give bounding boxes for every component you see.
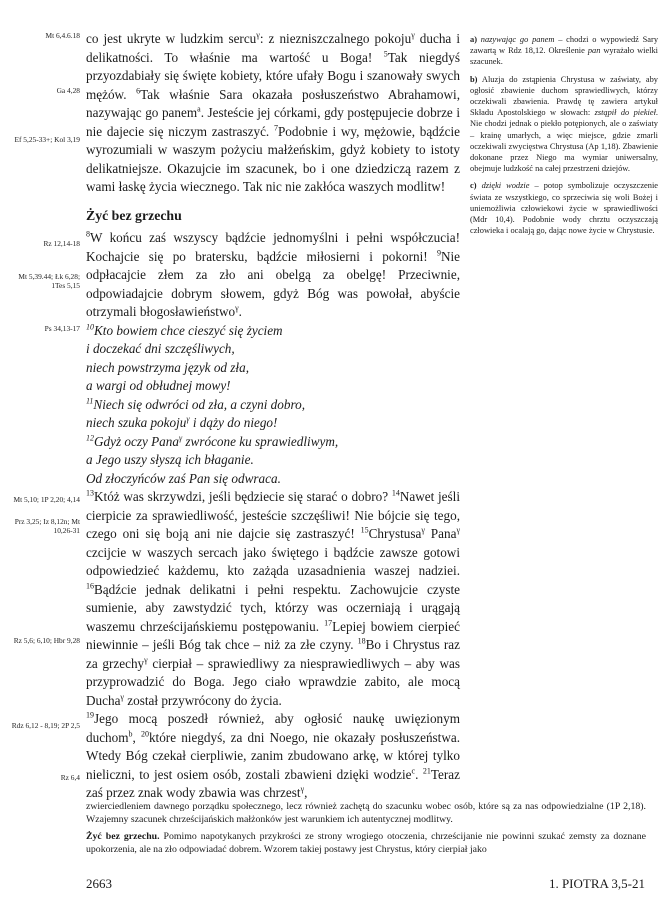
- verse-number: 14: [391, 488, 400, 498]
- poem-quote: [86, 322, 460, 489]
- verse-number: 15: [360, 525, 369, 535]
- verse-number: 18: [357, 636, 366, 646]
- main-text-column: [86, 30, 460, 803]
- verse-number: 9: [436, 248, 441, 258]
- commentary-continuation: zwierciedleniem dawnego porządku społecznego, lecz również zachętą do szacunku wobec osób, które są za nas odpowiedzialne (1P 2,18). Wzajemny szacunek chrześcijańskich małżonków jest warunkiem ich autentycznej modlitwy.: [86, 801, 646, 825]
- verse-number: 11: [86, 396, 94, 406]
- verse-number: 17: [324, 618, 333, 628]
- commentary-heading: Żyć bez grzechu.: [86, 831, 160, 842]
- poem-line: $^{12}$Gdyż oczy Pana$^\gamma$ zwrócone ku sprawiedliwym,: [86, 433, 339, 449]
- margin-ref: Mt 5,39.44; Łk 6,28; 1Tes 5,15: [18, 272, 80, 290]
- poem-line: $^{11}$Niech się odwróci od zła, a czyni dobro,: [86, 396, 305, 412]
- commentary-paragraph: Żyć bez grzechu. Pomimo napotykanych przykrości ze strony wrogiego otoczenia, chrześcijanie nie powinni szukać zemsty za doznane upokorzenia, ale na zło odpowiadać dobrem. Wzorem takiej postawy jest Chrystus, który cierpiał jako: [86, 831, 647, 855]
- footnotes-column: [470, 34, 658, 242]
- paragraph: co jest ukryte w ludzkim sercu$^\gamma$: z niezniszczalnego pokoju$^\gamma$ ducha i delikatności. To właśnie ma wartość u Boga! $^5$Tak niegdyś przyozdabiały się święte kobiety, które ufały Bogu i szanowały swych mężów. $^6$Tak właśnie Sara okazała posłuszeństwo Abrahamowi, nazywając go panem$^a$. Jesteście jej córkami, gdy postępujecie dobrze i nie dajecie się niczym zastraszyć. $^7$Podobnie i wy, mężowie, bądźcie wyrozumiali w waszym pożyciu małżeńskim, gdyż kobiety to istoty delikatniejsze. Okazujcie im szacunek, bo i one dziedziczą razem z wami łaskę życia wiecznego. Tak nic nie zakłóca waszych modlitw!: [86, 30, 461, 194]
- margin-ref: Mt 6,4.6.18: [45, 31, 80, 40]
- poem-line: $^{10}$Kto bowiem chce cieszyć się życiem: [86, 322, 283, 338]
- margin-ref: Ps 34,13-17: [44, 324, 80, 333]
- verse-number: 5: [383, 49, 388, 59]
- margin-ref: Rz 6,4: [60, 773, 80, 782]
- verse-number: 21: [422, 766, 431, 776]
- section-heading: Żyć bez grzechu: [86, 207, 182, 223]
- footnote-c: c) dzięki wodzie – potop symbolizuje oczyszczenie świata ze wszystkiego, co sprzeciwia się woli Bożej i uniemożliwia człowiekowi życie w sprawiedliwości (Mdr 10,4). Podobnie wody chrztu oczyszczają człowieka i ocalają go, dając nowe życie w Chrystusie.: [470, 181, 659, 236]
- verse-number: 7: [273, 123, 278, 133]
- verse-number: 19: [86, 710, 94, 720]
- verse-number: 8: [86, 229, 90, 239]
- margin-ref: Ef 5,25-33+; Kol 3,19: [14, 135, 80, 144]
- poem-line: a wargi od obłudnej mowy!: [86, 378, 231, 393]
- footnote-link[interactable]: a: [197, 104, 201, 114]
- footnote-link[interactable]: c: [411, 766, 416, 776]
- book-reference: 1. PIOTRA 3,5-21: [548, 876, 645, 891]
- footnote-link[interactable]: b: [128, 729, 133, 739]
- page-number: 2663: [86, 876, 112, 891]
- verse-number: 16: [86, 581, 94, 591]
- verse-number: 6: [136, 86, 141, 96]
- poem-line: Od złoczyńców zaś Pan się odwraca.: [86, 470, 281, 486]
- verse-number: 13: [86, 488, 94, 498]
- paragraph: $^8$W końcu zaś wszyscy bądźcie jednomyślni i pełni współczucia! Kochajcie się po bratersku, bądźcie miłosierni i pokorni! $^9$Nie odpłacajcie złem za zło ani obelgą za obelgę! Przeciwnie, odpowiadajcie dobrym słowem, gdyż Bóg was powołał, abyście otrzymali błogosławieństwo$^\gamma$.: [86, 229, 460, 319]
- poem-line: niech powstrzyma język od zła,: [86, 359, 249, 375]
- margin-ref: Rdz 6,12 - 8,19; 2P 2,5: [11, 721, 80, 730]
- footnote-a: a) nazywając go panem – chodzi o wypowiedź Sary zawartą w Rdz 18,12. Określenie pan wyrażało wielki szacunek.: [470, 35, 659, 67]
- margin-ref: Ga 4,28: [56, 86, 80, 95]
- margin-ref: Mt 5,10; 1P 2,20; 4,14: [13, 495, 80, 504]
- paragraph: $^{19}$Jego mocą poszedł również, aby ogłosić naukę uwięzionym duchom$^b$, $^{20}$które niegdyś, za dni Noego, nie okazały posłuszeństwa. Wtedy Bóg czekał cierpliwie, zanim zbudowano arkę, w której tylko nieliczni, to jest osiem osób, zostali zbawieni dzięki wodzie$^c$. $^{21}$Teraz zaś przez znak wody zbawia was chrzest$^\gamma$,: [86, 710, 461, 800]
- footnote-b: b) Aluzja do zstąpienia Chrystusa w zaświaty, aby ogłosić zbawienie duchom sprawiedliwych, którzy oczekiwali zbawienia. Prawdę tę zawiera artykuł Składu Apostolskiego w słowach: zstąpił do piekieł. Nie chodzi jednak o piekło potępionych, ale o zaświaty – krainę umarłych, a więc miejsce, gdzie zmarli oczekiwali zwycięstwa Chrystusa (Ap 1,18). Zbawienie dokonane przez Niego ma wymiar uniwersalny, obejmuje ludzkość na całej przestrzeni dziejów.: [470, 74, 658, 174]
- poem-line: a Jego uszy słyszą ich błaganie.: [86, 452, 254, 467]
- poem-line: niech szuka pokoju$^\gamma$ i dąży do niego!: [86, 414, 278, 430]
- verse-number: 10: [86, 322, 94, 332]
- verse-number: 12: [86, 433, 94, 443]
- margin-ref: Prz 3,25; Iz 8,12n; Mt 10,26-31: [14, 517, 80, 535]
- verse-number: 20: [140, 729, 149, 739]
- commentary-block: [86, 800, 646, 860]
- margin-ref: Rz 12,14-18: [43, 239, 80, 248]
- poem-line: i doczekać dni szczęśliwych,: [86, 341, 235, 356]
- paragraph: $^{13}$Któż was skrzywdzi, jeśli będziecie się starać o dobro? $^{14}$Nawet jeśli cierpicie za sprawiedliwość, jesteście szczęśliwi! Nie bójcie się tego, czego oni się boją ani nie dajcie się zastraszyć! $^{15}$Chrystusa$^\gamma$ Pana$^\gamma$ czcijcie w waszych sercach jako świętego i bądźcie zawsze gotowi odpowiedzieć każdemu, kto zażąda uzasadnienia waszej nadziei. $^{16}$Bądźcie jednak delikatni i pełni respektu. Zachowujcie czyste sumienie, aby zawstydzić tych, którzy was oczerniają i urągają waszemu chrześcijańskiemu postępowaniu. $^{17}$Lepiej bowiem cierpieć niewinnie – jeśli Bóg tak chce – niż za złe czyny. $^{18}$Bo i Chrystus raz za grzechy$^\gamma$ cierpiał – sprawiedliwy za niesprawiedliwych – aby was przyprowadzić do Boga. Jego ciało wprawdzie zabito, ale mocą Ducha$^\gamma$ został przywrócony do życia.: [86, 488, 460, 708]
- margin-ref: Rz 5,6; 6,10; Hbr 9,28: [13, 636, 80, 645]
